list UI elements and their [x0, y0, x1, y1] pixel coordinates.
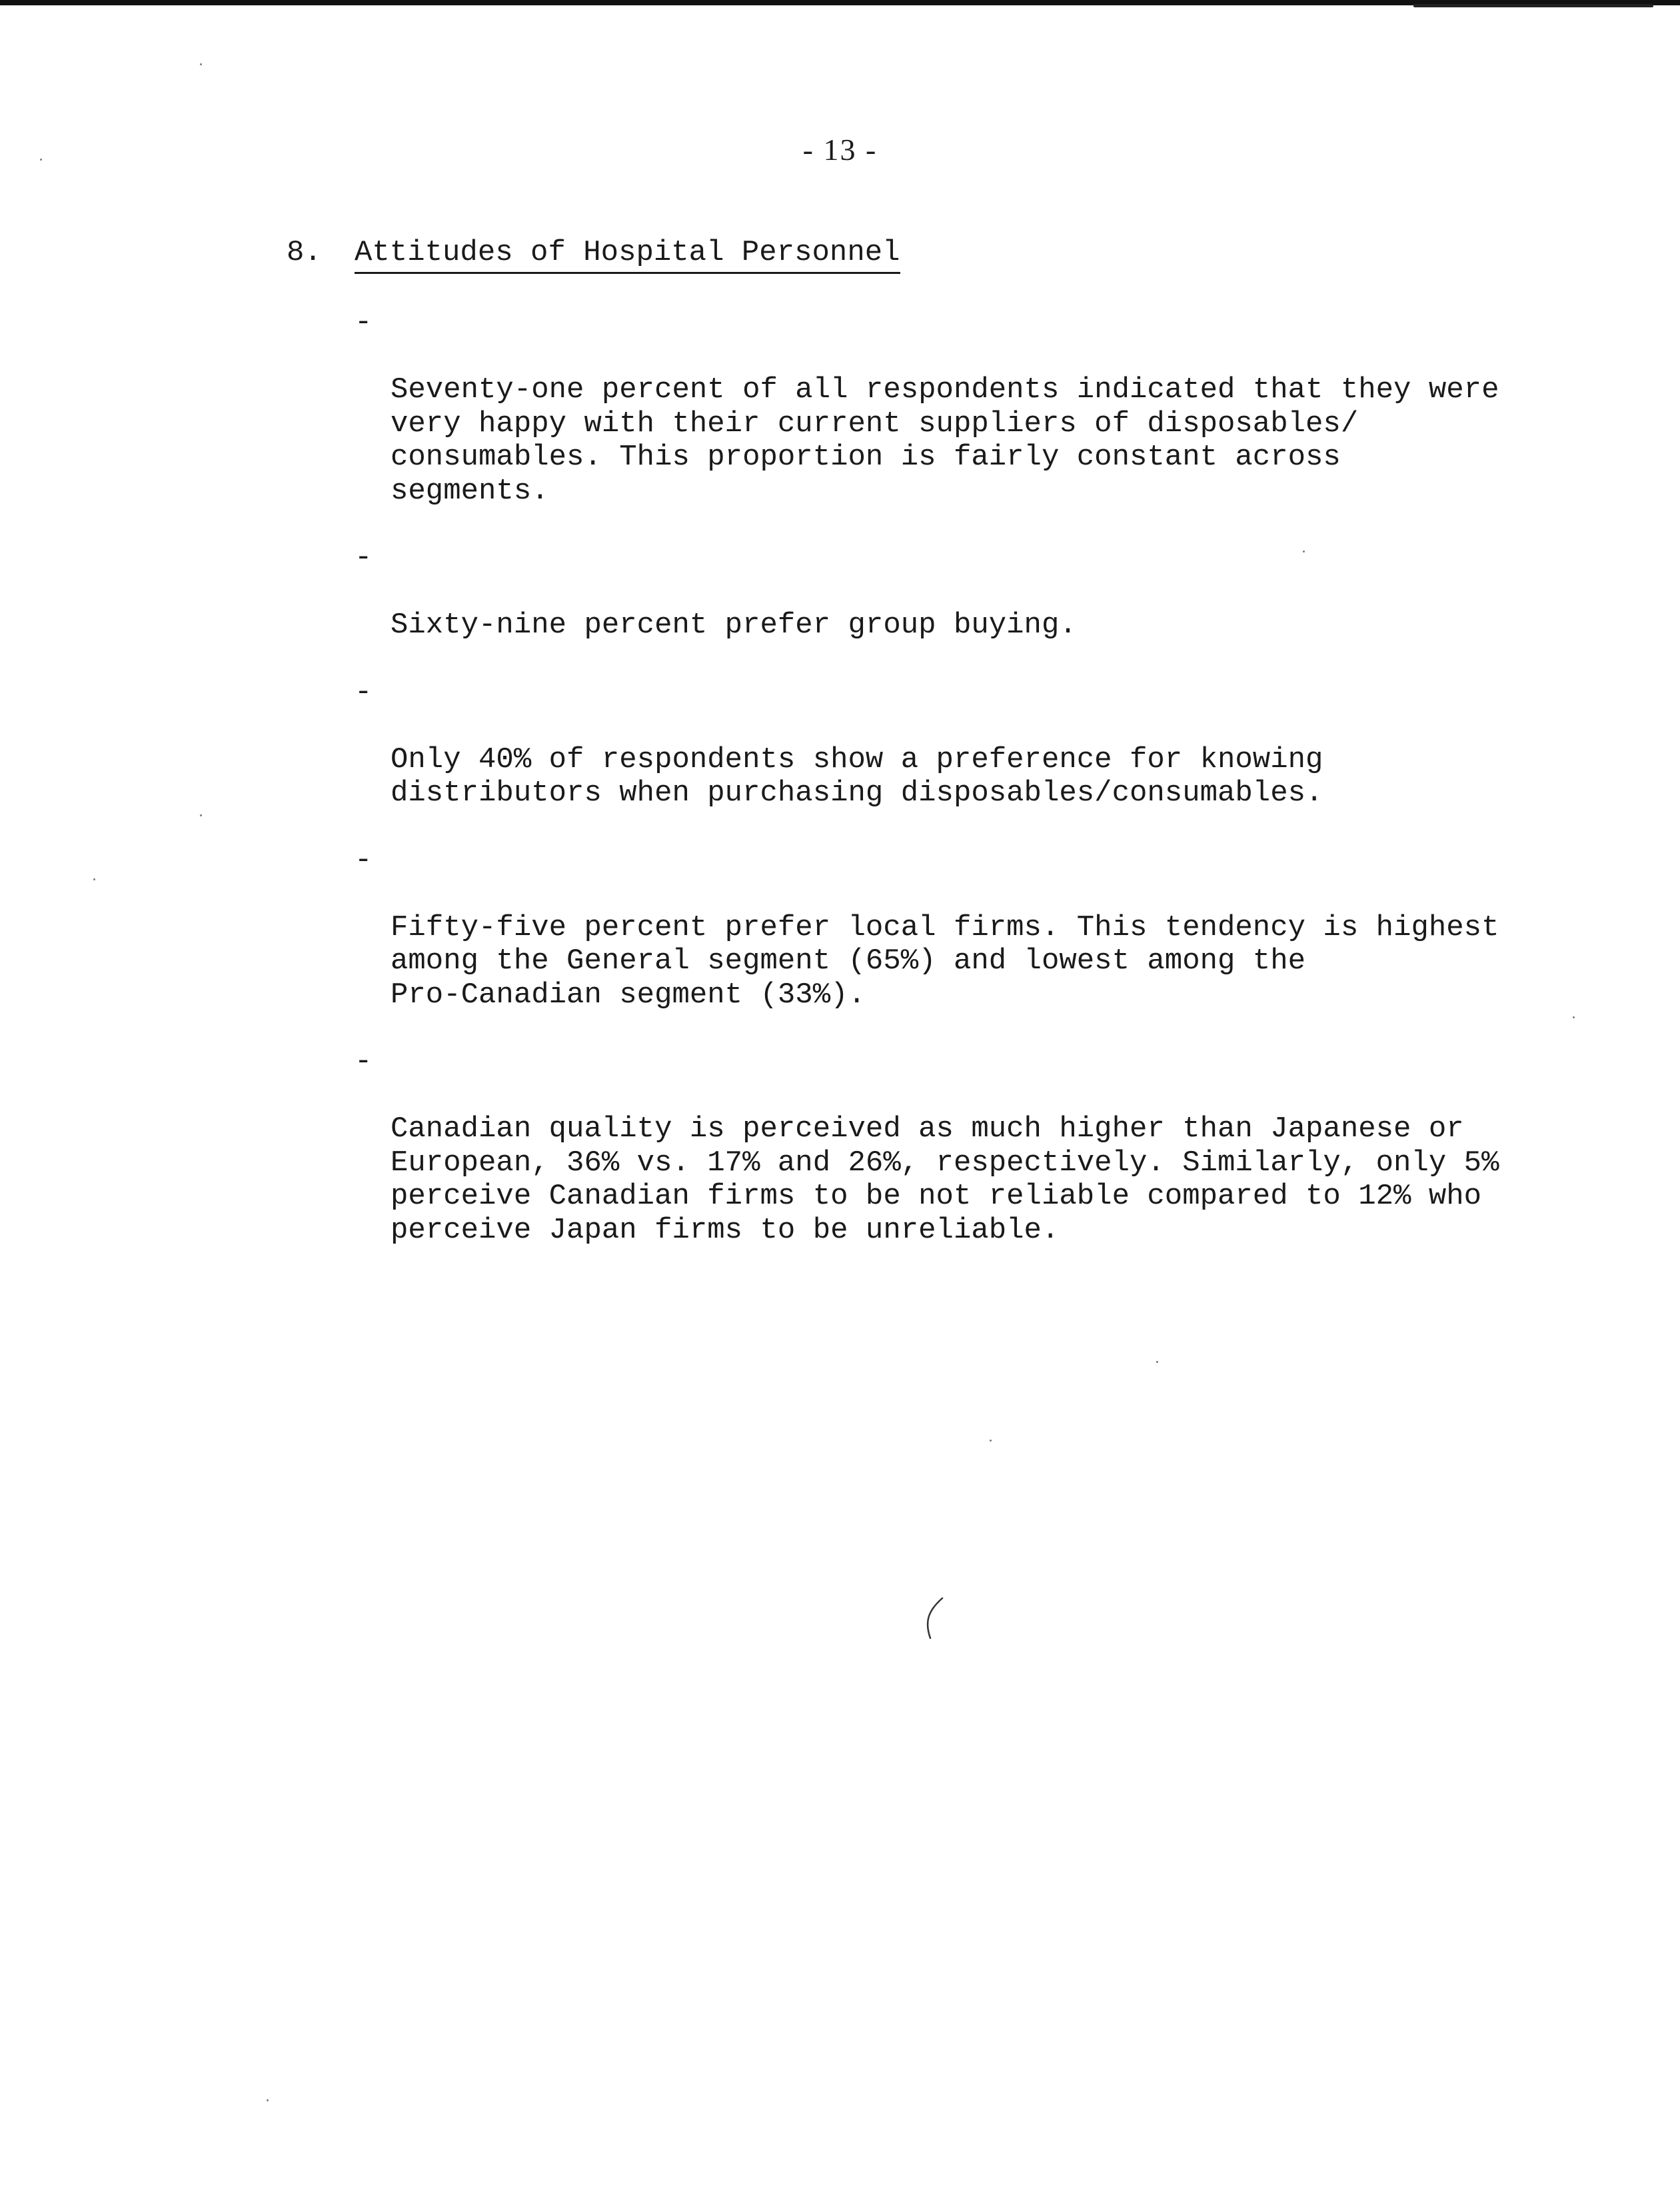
- bullet-dash: -: [355, 843, 373, 877]
- list-item: [355, 306, 1553, 508]
- scan-top-edge-mark: [1413, 4, 1653, 7]
- bullet-text: Fifty-five percent prefer local firms. This tendency is highest among the General segment (65%) and lowest among the Pro-Canadian segment (33%).: [391, 910, 1499, 1012]
- scan-speck: [990, 1440, 992, 1442]
- bullet-dash: -: [355, 306, 373, 339]
- stray-pen-mark: [916, 1593, 956, 1646]
- bullet-dash: -: [355, 675, 373, 709]
- scan-speck: [1303, 550, 1305, 552]
- bullet-dash: -: [355, 1045, 373, 1078]
- scan-speck: [1156, 1361, 1158, 1363]
- bullet-dash: -: [355, 541, 373, 574]
- scan-speck: [93, 878, 95, 880]
- list-item: [355, 676, 1553, 810]
- section-title: Attitudes of Hospital Personnel: [355, 235, 900, 274]
- section-number: 8.: [287, 236, 322, 269]
- scan-speck: [1573, 1016, 1575, 1018]
- list-item: [355, 1045, 1553, 1247]
- scan-speck: [40, 159, 42, 161]
- bullet-list: [287, 306, 1553, 1247]
- page-number: - 13 -: [802, 133, 878, 167]
- scan-speck: [267, 2099, 269, 2101]
- bullet-text: Canadian quality is perceived as much higher than Japanese or European, 36% vs. 17% and 26%, respectively. Similarly, only 5% perceive Canadian firms to be not reliable compared to 12% who perceive Japan firms to be unreliable.: [391, 1112, 1499, 1247]
- bullet-text: Sixty-nine percent prefer group buying.: [391, 608, 1077, 642]
- scan-speck: [200, 814, 202, 816]
- section-attitudes: [287, 235, 1553, 1280]
- bullet-text: Seventy-one percent of all respondents indicated that they were very happy with their current suppliers of disposables/ consumables. This proportion is fairly constant across segments.: [391, 373, 1499, 508]
- list-item: [355, 541, 1553, 642]
- section-heading: [287, 235, 1553, 274]
- bullet-text: Only 40% of respondents show a preference for knowing distributors when purchasing disposables/consumables.: [391, 742, 1323, 810]
- scan-speck: [200, 63, 202, 65]
- list-item: [355, 844, 1553, 1012]
